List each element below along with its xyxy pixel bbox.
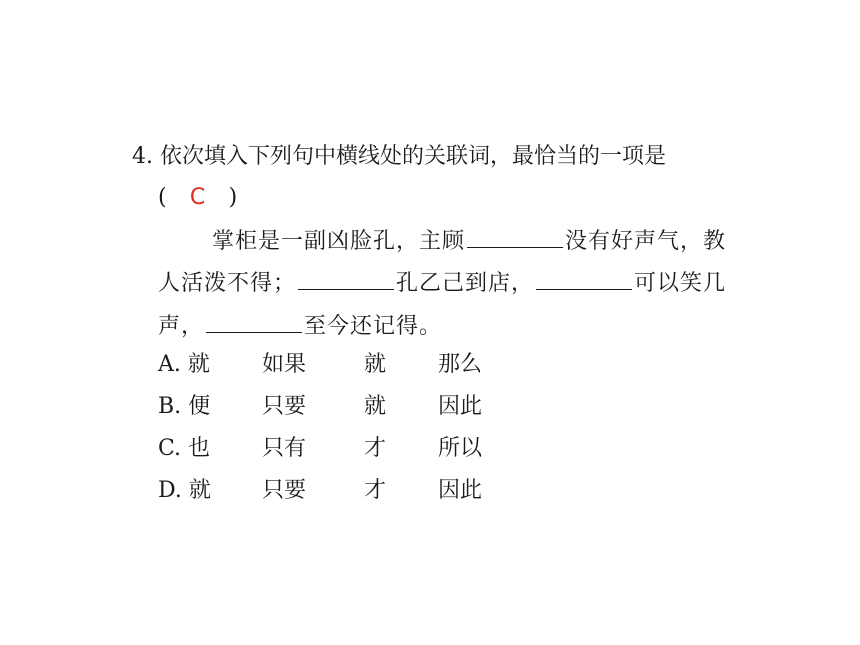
option-word: 那么 xyxy=(438,352,483,377)
option-label: A. 就 xyxy=(158,352,210,377)
option-label: B. 便 xyxy=(158,394,211,419)
option-word: 只有 xyxy=(262,436,307,461)
option-word: 就 xyxy=(364,394,387,419)
question-stem: 4. 依次填入下列句中横线处的关联词，最恰当的一项是 xyxy=(132,144,666,169)
fill-blank-1 xyxy=(467,225,563,248)
paren-open: ( xyxy=(158,185,167,210)
passage-text: 人活泼不得； xyxy=(158,271,297,296)
paren-close: ) xyxy=(228,185,238,210)
option-word: 所以 xyxy=(438,436,483,461)
option-word: 才 xyxy=(364,478,387,503)
option-label: D. 就 xyxy=(158,478,211,503)
passage-text: 至今还记得。 xyxy=(304,314,443,339)
fill-blank-3 xyxy=(536,267,632,290)
passage-text: 声， xyxy=(158,314,205,339)
option-word: 因此 xyxy=(438,394,483,419)
answer-mark: C xyxy=(189,185,206,210)
option-word: 就 xyxy=(364,352,387,377)
passage-line-1 xyxy=(212,225,726,257)
option-word: 只要 xyxy=(262,478,307,503)
option-word: 因此 xyxy=(438,478,483,503)
fill-blank-2 xyxy=(298,267,394,290)
passage-line-3 xyxy=(158,310,442,342)
answer-bracket xyxy=(158,183,237,213)
option-word: 只要 xyxy=(262,394,307,419)
passage-text: 可以笑几 xyxy=(634,271,727,296)
passage-line-2 xyxy=(158,267,726,299)
fill-blank-4 xyxy=(206,310,302,333)
option-label: C. 也 xyxy=(158,436,211,461)
passage-text: 没有好声气，教 xyxy=(565,229,727,254)
passage-text: 掌柜是一副凶脸孔，主顾 xyxy=(212,229,466,254)
option-word: 如果 xyxy=(262,352,307,377)
option-word: 才 xyxy=(364,436,387,461)
passage-text: 孔乙己到店， xyxy=(396,271,535,296)
